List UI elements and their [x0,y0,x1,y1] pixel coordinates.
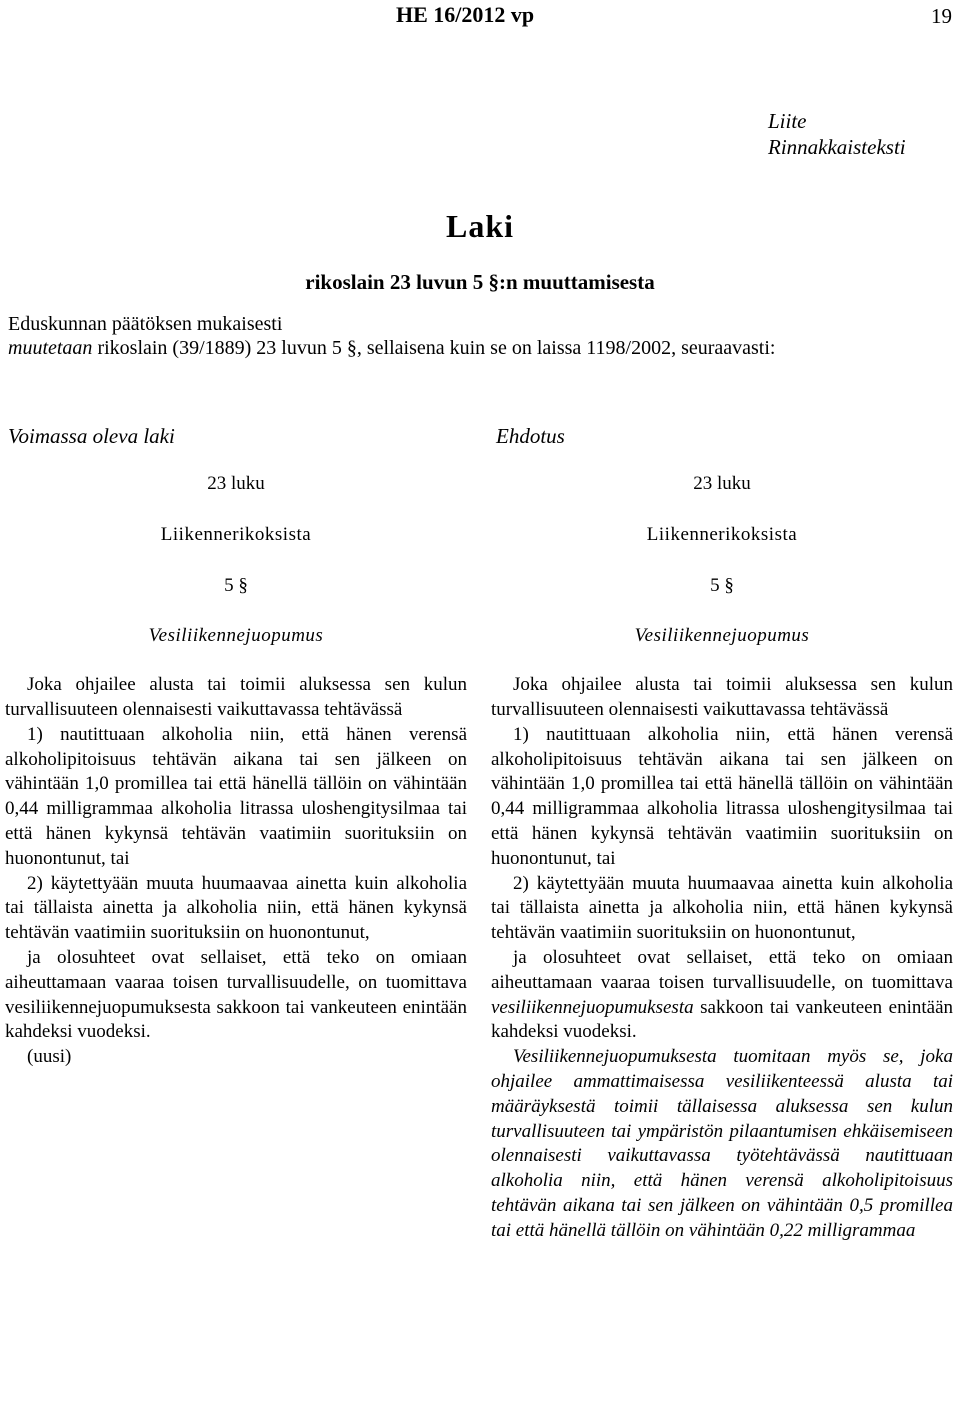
enactment-line-2 [8,336,956,360]
enactment-text: rikoslain (39/1889) 23 luvun 5 §, sellaisena kuin se on laissa 1198/2002, seuraavasti: [92,337,776,359]
right-paragraph-3: 2) käytettyään muuta huumaavaa ainetta kuin alkoholia tai tällaista ainetta ja alkoholia niin, että hänen kykynsä tehtävän vaatimiin suorituksiin on huonontunut, [491,872,953,944]
left-paragraph-4: ja olosuhteet ovat sellaiset, että teko on omiaan aiheuttamaan vaaraa toisen turvallisuudelle, on tuomittava vesiliikennejuopumuksesta sakkoon tai vankeuteen enintään kahdeksi vuodeksi. [5,946,467,1043]
right-column-heading: Ehdotus [496,424,565,448]
right-chapter: 23 luku [693,473,751,494]
left-paragraph-2: 1) nautittuaan alkoholia niin, että hänen verensä alkoholipitoisuus tehtävän aikana tai sen jälkeen on vähintään 1,0 promillea tai että hänellä tällöin on vähintään 0,44 milligrammaa alkoholia litrassa uloshengitysilmaa tai että hänen kykynsä tehtävän vaatimiin suorituksiin on huonontunut, tai [5,723,467,869]
left-column [5,472,467,1070]
enactment-line-1: Eduskunnan päätöksen mukaisesti [8,313,283,335]
right-section: 5 § [710,574,734,596]
right-paragraph-4 [491,946,953,1045]
enactment-clause [8,312,956,360]
left-column-heading: Voimassa oleva laki [8,424,175,448]
left-section-title: Vesiliikennejuopumus [148,625,324,647]
document-id: HE 16/2012 vp [396,2,535,27]
appendix-line-2: Rinnakkaisteksti [768,135,906,159]
right-paragraph-4-text-a: ja olosuhteet ovat sellaiset, että teko on omiaan aiheuttamaan vaaraa toisen turvallisuudelle, on tuomittava [491,946,953,993]
right-paragraph-2: 1) nautittuaan alkoholia niin, että hänen verensä alkoholipitoisuus tehtävän aikana tai sen jälkeen on vähintään 1,0 promillea tai että hänellä tällöin on vähintään 0,44 milligrammaa alkoholia litrassa uloshengitysilmaa tai että hänen kykynsä tehtävän vaatimiin suorituksiin on huonontunut, tai [491,723,953,869]
left-section: 5 § [224,574,248,596]
right-column [491,472,953,1244]
right-chapter-title: Liikennerikoksista [646,523,798,545]
law-title: Laki [445,208,515,244]
right-paragraph-4-amended-term: vesiliikennejuopumuksesta [491,996,694,1018]
left-paragraph-5: (uusi) [27,1046,72,1068]
appendix-line-1: Liite [768,109,807,133]
left-paragraph-3: 2) käytettyään muuta huumaavaa ainetta kuin alkoholia tai tällaista ainetta ja alkoholia niin, että hänen kykynsä tehtävän vaatimiin suorituksiin on huonontunut, [5,872,467,944]
right-paragraph-5-new: Vesiliikennejuopumuksesta tuomitaan myös se, joka ohjailee ammattimaisessa vesiliikenteessä alusta tai määräyksestä toimii tällaisessa aluksessa sen kulun turvallisuuteen tai ympäristön pilaantumisen ehkäisemiseen olennaisesti vaikuttavassa työtehtävässä nautittuaan alkoholia niin, että hänen verensä alkoholipitoisuus tehtävän aikana tai sen jälkeen on vähintään 0,5 promillea tai että hänellä tällöin on vähintään 0,22 milligrammaa [491,1046,953,1241]
right-paragraph-4-text-c: sakkoon tai vankeuteen enintään kahdeksi vuodeksi. [491,996,953,1043]
right-paragraph-1: Joka ohjailee alusta tai toimii aluksessa sen kulun turvallisuuteen olennaisesti vaikuttavassa tehtävässä [491,674,953,720]
left-chapter: 23 luku [207,473,265,494]
right-section-title: Vesiliikennejuopumus [634,625,810,647]
enactment-verb: muutetaan [8,337,93,359]
law-subtitle: rikoslain 23 luvun 5 §:n muuttamisesta [305,270,655,294]
left-chapter-title: Liikennerikoksista [160,523,312,545]
left-paragraph-1: Joka ohjailee alusta tai toimii aluksessa sen kulun turvallisuuteen olennaisesti vaikuttavassa tehtävässä [5,674,467,720]
page-number: 19 [931,4,952,28]
appendix-label [768,108,906,160]
